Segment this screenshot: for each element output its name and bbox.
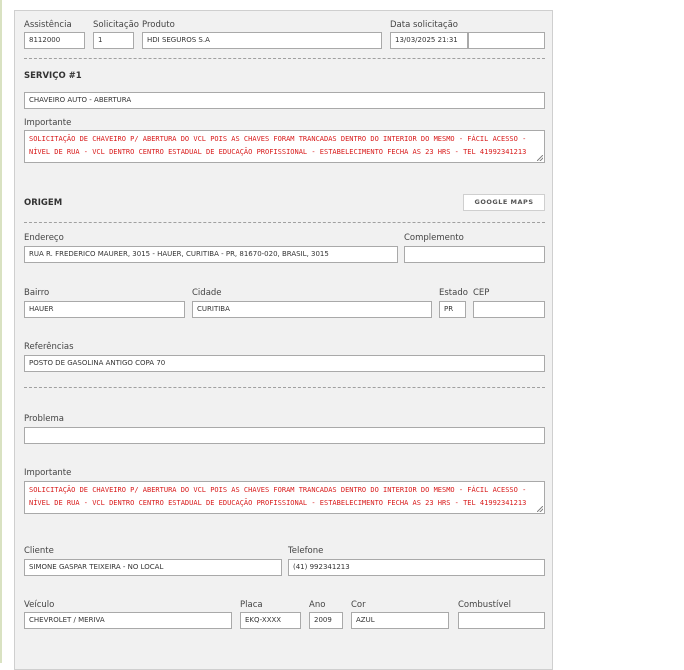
cliente-label: Cliente <box>24 546 54 556</box>
left-edge-rule <box>0 0 2 663</box>
servico-importante-text: SOLICITAÇÃO DE CHAVEIRO P/ ABERTURA DO VCL POIS AS CHAVES FORAM TRANCADAS DENTRO DO INTERIOR DO MESMO - FÁCIL ACESSO - NÍVEL DE RUA - VCL DENTRO CENTRO ESTADUAL DE EDUCAÇÃO PROFISSIONAL - ESTABELECIMENTO FECHA AS 23 HRS - TEL 41992341213 <box>29 135 527 156</box>
detalhes-importante-text: SOLICITAÇÃO DE CHAVEIRO P/ ABERTURA DO VCL POIS AS CHAVES FORAM TRANCADAS DENTRO DO INTERIOR DO MESMO - FÁCIL ACESSO - NÍVEL DE RUA - VCL DENTRO CENTRO ESTADUAL DE EDUCAÇÃO PROFISSIONAL - ESTABELECIMENTO FECHA AS 23 HRS - TEL 41992341213 <box>29 486 527 507</box>
complemento-label: Complemento <box>404 233 464 243</box>
data-extra-field[interactable] <box>468 32 545 49</box>
placa-label: Placa <box>240 600 263 610</box>
produto-field[interactable]: HDI SEGUROS S.A <box>142 32 382 49</box>
assistencia-label: Assistência <box>24 20 72 30</box>
bairro-label: Bairro <box>24 288 50 298</box>
resize-grip-icon[interactable] <box>537 506 543 512</box>
solicitacao-label: Solicitação <box>93 20 139 30</box>
referencias-field[interactable]: POSTO DE GASOLINA ANTIGO COPA 70 <box>24 355 545 372</box>
cep-label: CEP <box>473 288 490 298</box>
section-divider <box>24 222 545 223</box>
solicitacao-field[interactable]: 1 <box>93 32 134 49</box>
veiculo-field[interactable]: CHEVROLET / MERIVA <box>24 612 232 629</box>
estado-field[interactable]: PR <box>439 301 466 318</box>
origem-heading: ORIGEM <box>24 198 63 208</box>
google-maps-button[interactable]: GOOGLE MAPS <box>463 194 545 211</box>
problema-label: Problema <box>24 414 64 424</box>
ano-label: Ano <box>309 600 326 610</box>
cor-field[interactable]: AZUL <box>351 612 449 629</box>
servico-importante-label: Importante <box>24 118 72 128</box>
servico-importante-textarea[interactable] <box>24 130 545 163</box>
resize-grip-icon[interactable] <box>537 155 543 161</box>
ano-field[interactable]: 2009 <box>309 612 343 629</box>
veiculo-label: Veículo <box>24 600 55 610</box>
cidade-label: Cidade <box>192 288 222 298</box>
combustivel-field[interactable] <box>458 612 545 629</box>
produto-label: Produto <box>142 20 175 30</box>
complemento-field[interactable] <box>404 246 545 263</box>
placa-field[interactable]: EKQ-XXXX <box>240 612 301 629</box>
endereco-label: Endereço <box>24 233 64 243</box>
cidade-field[interactable]: CURITIBA <box>192 301 432 318</box>
section-divider <box>24 387 545 388</box>
combustivel-label: Combustível <box>458 600 511 610</box>
detalhes-importante-textarea[interactable] <box>24 481 545 514</box>
detalhes-importante-label: Importante <box>24 468 72 478</box>
assistencia-field[interactable]: 8112000 <box>24 32 85 49</box>
data-solicitacao-field[interactable]: 13/03/2025 21:31 <box>390 32 468 49</box>
cep-field[interactable] <box>473 301 545 318</box>
telefone-field[interactable]: (41) 992341213 <box>288 559 545 576</box>
bairro-field[interactable]: HAUER <box>24 301 185 318</box>
estado-label: Estado <box>439 288 468 298</box>
servico-heading: SERVIÇO #1 <box>24 71 82 81</box>
referencias-label: Referências <box>24 342 74 352</box>
cliente-field[interactable]: SIMONE GASPAR TEIXEIRA - NO LOCAL <box>24 559 282 576</box>
endereco-field[interactable]: RUA R. FREDERICO MAURER, 3015 - HAUER, CURITIBA - PR, 81670-020, BRASIL, 3015 <box>24 246 398 263</box>
telefone-label: Telefone <box>288 546 324 556</box>
data-solicitacao-label: Data solicitação <box>390 20 459 30</box>
servico-tipo-field[interactable]: CHAVEIRO AUTO - ABERTURA <box>24 92 545 109</box>
section-divider <box>24 58 545 59</box>
cor-label: Cor <box>351 600 366 610</box>
problema-field[interactable] <box>24 427 545 444</box>
